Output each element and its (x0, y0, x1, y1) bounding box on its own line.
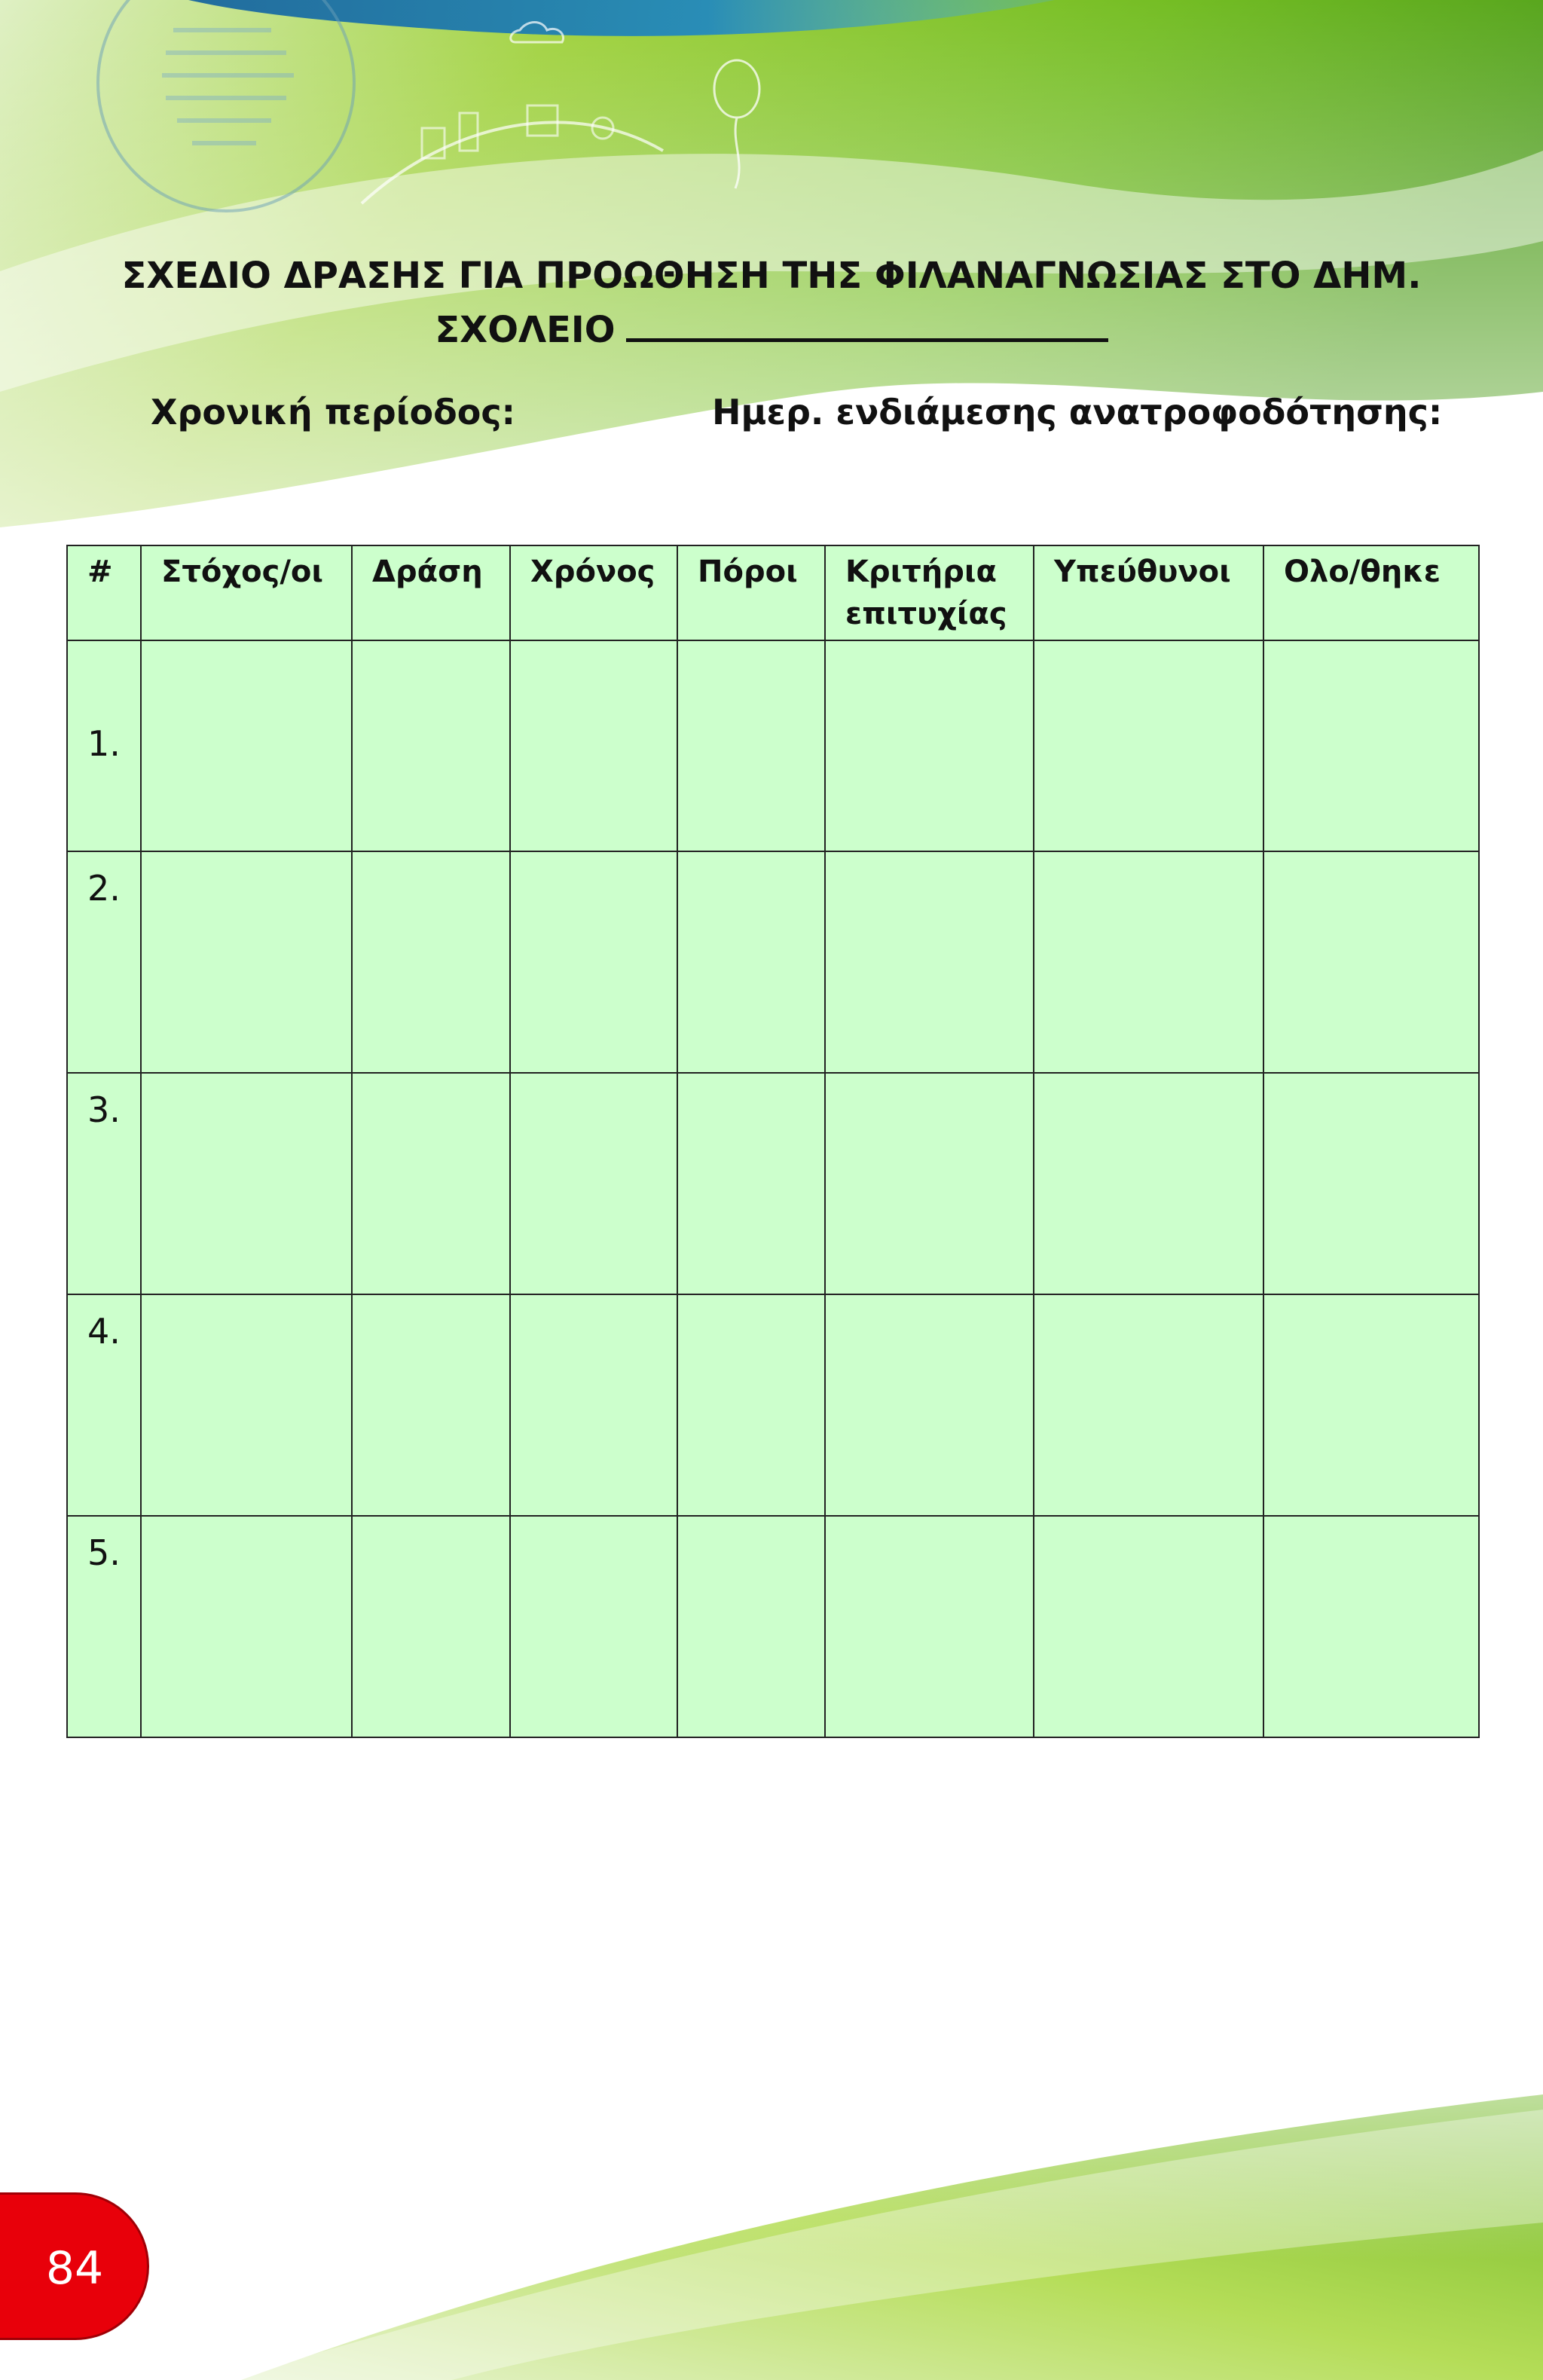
header-completed: Ολο/θηκε (1263, 545, 1479, 640)
time-cell[interactable] (510, 1073, 677, 1294)
table-row (67, 640, 1479, 851)
title-line-2 (0, 303, 1543, 357)
goals-cell[interactable] (141, 1516, 352, 1737)
completed-cell[interactable] (1263, 1516, 1479, 1737)
resources-cell[interactable] (677, 1516, 825, 1737)
completed-cell[interactable] (1263, 640, 1479, 851)
resources-cell[interactable] (677, 851, 825, 1073)
resources-cell[interactable] (677, 1294, 825, 1516)
header-action: Δράση (352, 545, 510, 640)
table-header-row (67, 545, 1479, 640)
row-number: 5. (67, 1516, 141, 1737)
row-number: 4. (67, 1294, 141, 1516)
page-number-badge: 84 (0, 2192, 149, 2340)
resources-cell[interactable] (677, 640, 825, 851)
time-cell[interactable] (510, 851, 677, 1073)
header-success-criteria: Κριτήρια επιτυχίας (825, 545, 1034, 640)
table-row (67, 851, 1479, 1073)
goals-cell[interactable] (141, 1294, 352, 1516)
completed-cell[interactable] (1263, 851, 1479, 1073)
success-criteria-cell[interactable] (825, 851, 1034, 1073)
time-cell[interactable] (510, 1516, 677, 1737)
goals-cell[interactable] (141, 851, 352, 1073)
responsible-cell[interactable] (1034, 1516, 1263, 1737)
page-title (0, 249, 1543, 357)
row-number: 2. (67, 851, 141, 1073)
responsible-cell[interactable] (1034, 1073, 1263, 1294)
row-number: 3. (67, 1073, 141, 1294)
header-goals: Στόχος/οι (141, 545, 352, 640)
action-cell[interactable] (352, 1516, 510, 1737)
action-cell[interactable] (352, 1073, 510, 1294)
responsible-cell[interactable] (1034, 851, 1263, 1073)
resources-cell[interactable] (677, 1073, 825, 1294)
period-label: Χρονική περίοδος: (151, 392, 516, 432)
header-time: Χρόνος (510, 545, 677, 640)
goals-cell[interactable] (141, 640, 352, 851)
action-cell[interactable] (352, 1294, 510, 1516)
time-cell[interactable] (510, 1294, 677, 1516)
success-criteria-cell[interactable] (825, 1516, 1034, 1737)
row-number: 1. (67, 640, 141, 851)
responsible-cell[interactable] (1034, 640, 1263, 851)
header (0, 249, 1543, 357)
table-row (67, 1516, 1479, 1737)
table-row (67, 1073, 1479, 1294)
action-plan-table (66, 545, 1480, 1738)
responsible-cell[interactable] (1034, 1294, 1263, 1516)
header-resources: Πόροι (677, 545, 825, 640)
completed-cell[interactable] (1263, 1073, 1479, 1294)
success-criteria-cell[interactable] (825, 640, 1034, 851)
completed-cell[interactable] (1263, 1294, 1479, 1516)
title-school-label: ΣΧΟΛΕΙΟ (435, 309, 616, 351)
goals-cell[interactable] (141, 1073, 352, 1294)
success-criteria-cell[interactable] (825, 1294, 1034, 1516)
action-cell[interactable] (352, 640, 510, 851)
feedback-date-label: Ημερ. ενδιάμεσης ανατροφοδότησης: (712, 392, 1443, 432)
success-criteria-cell[interactable] (825, 1073, 1034, 1294)
header-number: # (67, 545, 141, 640)
school-name-blank[interactable] (626, 308, 1108, 342)
title-line-1: ΣΧΕΔΙΟ ΔΡΑΣΗΣ ΓΙΑ ΠΡΟΩΘΗΣΗ ΤΗΣ ΦΙΛΑΝΑΓΝΩΣΙΑΣ ΣΤΟ ΔΗΜ. (121, 255, 1422, 297)
action-cell[interactable] (352, 851, 510, 1073)
header-responsible: Υπεύθυνοι (1034, 545, 1263, 640)
table-row (67, 1294, 1479, 1516)
time-cell[interactable] (510, 640, 677, 851)
